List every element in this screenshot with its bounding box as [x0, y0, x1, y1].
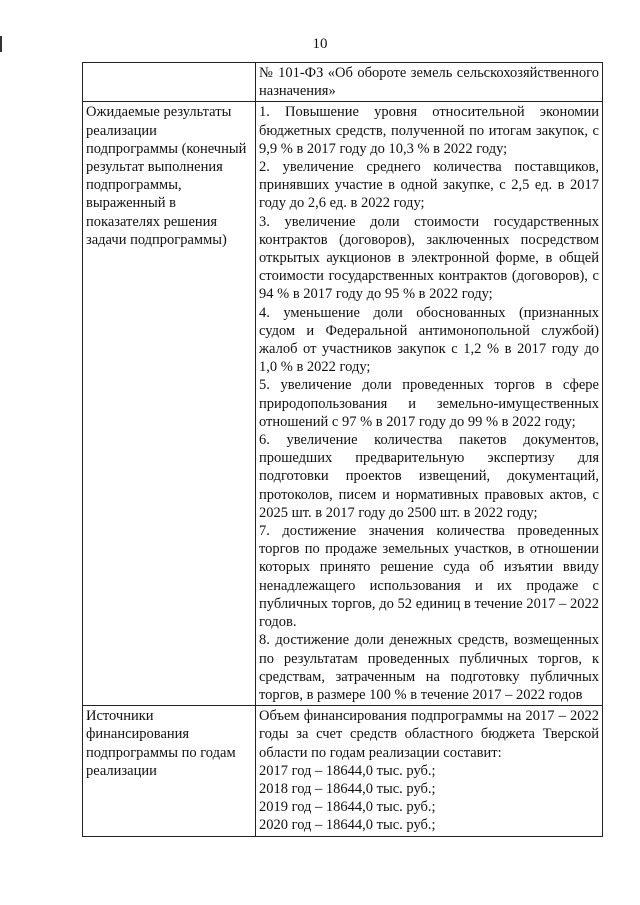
funding-year-line: 2019 год – 18644,0 тыс. руб.; — [259, 799, 436, 816]
funding-year-line: 2017 год – 18644,0 тыс. руб.; — [259, 762, 436, 779]
expected-results-label: Ожидаемые результаты реализации подпрограммы (конечный результат выполнения подпрограммы, выраженный в показателях решения задачи подпрограммы) — [83, 102, 256, 706]
funding-intro: Объем финансирования подпрограммы на 2017 – 2022 годы за счет средств областного бюджета Тверской области по годам реализации составит: — [259, 708, 599, 761]
funding-year-line: 2020 год – 18644,0 тыс. руб.; — [259, 817, 436, 834]
list-item: 1. Повышение уровня относительной экономии бюджетных средств, полученной по итогам закупок, с 9,9 % в 2017 году до 10,3 % в 2022 году; — [259, 104, 599, 157]
table-row — [83, 706, 603, 836]
table-row — [83, 63, 603, 102]
list-item: 4. уменьшение доли обоснованных (признанных судом и Федеральной антимонопольной службой) жалоб от участников закупок с 1,2 % в 2017 году до 1,0 % в 2022 году; — [259, 304, 599, 376]
list-item: 5. увеличение доли проведенных торгов в сфере природопользования и земельно-имущественных отношений с 97 % в 2017 году до 99 % в 2022 году; — [259, 377, 599, 430]
list-item: 6. увеличение количества пакетов документов, прошедших предварительную экспертизу для подготовки проектов извещений, документаций, протоколов, писем и нормативных правовых актов, с 2025 шт. в 2017 году до 2500 шт. в 2022 году; — [259, 432, 599, 521]
funding-sources-label: Источники финансирования подпрограммы по годам реализации — [83, 706, 256, 836]
list-item: 3. увеличение доли стоимости государственных контрактов (договоров), заключенных посредством открытых аукционов в электронной форме, в общей стоимости государственных контрактов (договоров), с 94 % в 2017 году до 95 % в 2022 году; — [259, 213, 599, 303]
row0-right-cell — [256, 63, 603, 102]
row0-left-cell — [83, 63, 256, 102]
page-number: 10 — [312, 36, 328, 52]
table-row — [83, 102, 603, 706]
subprogram-passport-table — [82, 62, 603, 837]
list-item: 2. увеличение среднего количества поставщиков, принявших участие в одной закупке, с 2,5 ед. в 2017 году до 2,6 ед. в 2022 году; — [259, 159, 599, 212]
funding-year-line: 2018 год – 18644,0 тыс. руб.; — [259, 780, 436, 797]
expected-results-list — [256, 102, 603, 706]
law-reference: № 101-ФЗ «Об обороте земель сельскохозяйственного назначения» — [259, 65, 599, 100]
list-item: 7. достижение значения количества проведенных торгов по продаже земельных участков, в отношении которых принято решение суда об изъятии ввиду ненадлежащего использования и их продаже с публичных торгов, до 52 единиц в течение 2017 – 2022 годов. — [259, 523, 599, 631]
list-item: 8. достижение доли денежных средств, возмещенных по результатам проведенных публичных торгов, к средствам, затраченным на подготовку публичных торгов, в размере 100 % в течение 2017 – 2022 годов — [259, 632, 599, 703]
funding-sources-cell — [256, 706, 603, 836]
